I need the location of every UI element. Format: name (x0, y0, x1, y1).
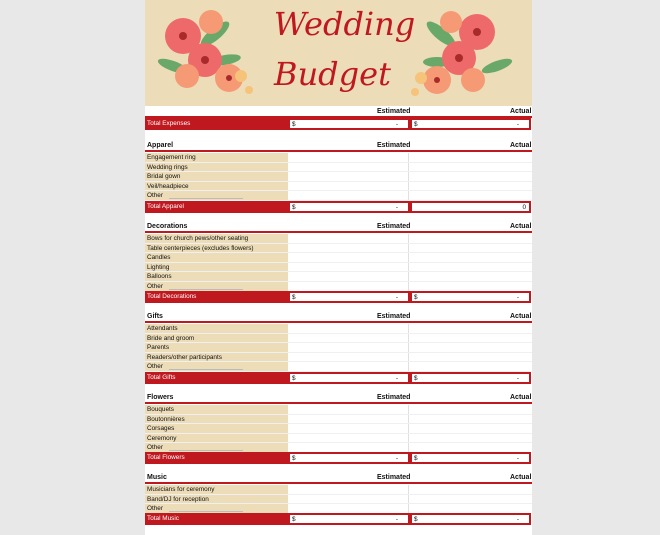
item-label (145, 182, 288, 191)
currency-symbol: $ (292, 204, 296, 211)
item-label-text: Veil/headpiece (147, 182, 189, 190)
item-label (145, 415, 288, 424)
total-expenses-row (145, 118, 532, 130)
table-row (145, 485, 532, 495)
amount-value: - (516, 375, 519, 382)
divider (145, 482, 532, 484)
item-label (145, 504, 288, 513)
actual-cell[interactable] (409, 282, 532, 291)
table-row (145, 272, 532, 282)
item-label-text: Ceremony (147, 434, 177, 442)
item-label (145, 191, 288, 200)
estimated-header: Estimated (377, 108, 411, 115)
estimated-cell[interactable] (288, 263, 409, 272)
actual-header: Actual (510, 313, 532, 320)
table-row (145, 324, 532, 334)
estimated-cell[interactable] (288, 172, 409, 181)
section-title: Gifts (147, 313, 163, 320)
estimated-header: Estimated (377, 223, 411, 230)
actual-cell[interactable] (409, 182, 532, 191)
estimated-cell[interactable] (288, 324, 409, 333)
section-total-estimated[interactable] (288, 201, 410, 213)
estimated-cell[interactable] (288, 191, 409, 200)
item-label (145, 153, 288, 162)
item-label (145, 485, 288, 494)
table-row (145, 234, 532, 244)
currency-symbol: $ (414, 121, 418, 128)
actual-header: Actual (510, 108, 532, 115)
estimated-cell[interactable] (288, 272, 409, 281)
item-label-text: Other (147, 505, 163, 513)
title-line-1: Wedding (273, 5, 416, 43)
currency-symbol: $ (414, 516, 418, 523)
table-row (145, 244, 532, 254)
actual-cell[interactable] (409, 405, 532, 414)
actual-header: Actual (510, 474, 532, 481)
item-list (145, 485, 532, 514)
section-total-row (145, 372, 532, 384)
actual-cell[interactable] (409, 324, 532, 333)
underline (169, 289, 243, 290)
item-label (145, 495, 288, 504)
amount-value: - (395, 121, 398, 128)
actual-cell[interactable] (409, 415, 532, 424)
total-expenses-estimated[interactable] (288, 118, 410, 130)
section-total-row (145, 291, 532, 303)
divider (145, 231, 532, 233)
currency-symbol: $ (292, 294, 296, 301)
section-title: Flowers (147, 394, 174, 401)
section-total-actual[interactable] (410, 201, 531, 213)
section-total-label: Total Decorations (145, 291, 288, 303)
item-list (145, 234, 532, 292)
estimated-header: Estimated (377, 474, 411, 481)
amount-value: - (516, 121, 519, 128)
estimated-cell[interactable] (288, 405, 409, 414)
item-label-text: Readers/other participants (147, 353, 222, 361)
table-row (145, 253, 532, 263)
table-row (145, 172, 532, 182)
table-row (145, 405, 532, 415)
table-row (145, 182, 532, 192)
item-label-text: Lighting (147, 263, 170, 271)
item-label-text: Bride and groom (147, 334, 195, 342)
currency-symbol: $ (414, 375, 418, 382)
section-total-row (145, 452, 532, 464)
item-label (145, 272, 288, 281)
estimated-cell[interactable] (288, 362, 409, 371)
amount-value: - (516, 455, 519, 462)
item-label (145, 434, 288, 443)
section-total-row (145, 201, 532, 213)
section-total-estimated[interactable] (288, 372, 410, 384)
section-total-label: Total Gifts (145, 372, 288, 384)
section-title: Apparel (147, 142, 174, 149)
item-label-text: Wedding rings (147, 163, 188, 171)
section-title: Music (147, 474, 167, 481)
actual-header: Actual (510, 223, 532, 230)
item-label-text: Band/DJ for reception (147, 495, 209, 503)
item-label-text: Bridal gown (147, 173, 181, 181)
table-row (145, 434, 532, 444)
amount-value: - (395, 204, 398, 211)
table-row (145, 415, 532, 425)
actual-header: Actual (510, 394, 532, 401)
section-total-estimated[interactable] (288, 291, 410, 303)
section-total-actual[interactable] (410, 452, 531, 464)
item-label (145, 424, 288, 433)
actual-cell[interactable] (409, 153, 532, 162)
actual-cell[interactable] (409, 263, 532, 272)
actual-cell[interactable] (409, 272, 532, 281)
item-label-text: Musicians for ceremony (147, 486, 215, 493)
item-list (145, 153, 532, 201)
item-label (145, 324, 288, 333)
estimated-cell[interactable] (288, 415, 409, 424)
estimated-cell[interactable] (288, 282, 409, 291)
actual-cell[interactable] (409, 191, 532, 200)
amount-value: - (516, 516, 519, 523)
section-total-estimated[interactable] (288, 452, 410, 464)
section-total-label: Total Apparel (145, 201, 288, 213)
item-label (145, 353, 288, 362)
underline (169, 369, 243, 370)
divider (145, 402, 532, 404)
item-label-text: Engagement ring (147, 154, 196, 161)
section-total-label: Total Flowers (145, 452, 288, 464)
currency-symbol: $ (292, 121, 296, 128)
table-row (145, 353, 532, 363)
table-row (145, 163, 532, 173)
currency-symbol: $ (292, 516, 296, 523)
item-label (145, 405, 288, 414)
table-row (145, 263, 532, 273)
divider (145, 150, 532, 152)
item-label-text: Other (147, 282, 163, 290)
amount-value: 0 (522, 204, 526, 211)
divider (145, 321, 532, 323)
estimated-cell[interactable] (288, 434, 409, 443)
amount-value: - (516, 294, 519, 301)
actual-cell[interactable] (409, 485, 532, 494)
underline (169, 198, 243, 199)
item-label-text: Other (147, 444, 163, 452)
actual-cell[interactable] (409, 334, 532, 343)
estimated-cell[interactable] (288, 424, 409, 433)
item-label (145, 334, 288, 343)
item-label-text: Table centerpieces (excludes flowers) (147, 244, 254, 252)
item-label (145, 244, 288, 253)
item-label (145, 253, 288, 262)
actual-cell[interactable] (409, 244, 532, 253)
item-label (145, 234, 288, 243)
item-list (145, 324, 532, 372)
estimated-cell[interactable] (288, 495, 409, 504)
actual-cell[interactable] (409, 234, 532, 243)
item-label (145, 163, 288, 172)
item-label-text: Bouquets (147, 406, 175, 413)
item-label (145, 362, 288, 371)
currency-symbol: $ (414, 294, 418, 301)
table-row (145, 334, 532, 344)
section-title: Decorations (147, 223, 188, 230)
section-total-actual[interactable] (410, 291, 531, 303)
estimated-cell[interactable] (288, 343, 409, 352)
section-total-estimated[interactable] (288, 513, 410, 525)
total-expenses-label: Total Expenses (145, 118, 288, 130)
estimated-cell[interactable] (288, 244, 409, 253)
table-row (145, 362, 532, 372)
item-label-text: Attendants (147, 325, 178, 332)
item-list (145, 405, 532, 453)
actual-cell[interactable] (409, 362, 532, 371)
item-label-text: Candles (147, 254, 171, 262)
currency-symbol: $ (292, 375, 296, 382)
actual-cell[interactable] (409, 424, 532, 433)
table-row (145, 424, 532, 434)
item-label (145, 172, 288, 181)
amount-value: - (395, 516, 398, 523)
item-label-text: Balloons (147, 273, 172, 281)
item-label-text: Boutonnières (147, 415, 185, 423)
currency-symbol: $ (414, 455, 418, 462)
estimated-header: Estimated (377, 313, 411, 320)
actual-cell[interactable] (409, 172, 532, 181)
actual-cell[interactable] (409, 495, 532, 504)
actual-cell[interactable] (409, 343, 532, 352)
item-label (145, 263, 288, 272)
actual-cell[interactable] (409, 504, 532, 513)
estimated-cell[interactable] (288, 353, 409, 362)
estimated-cell[interactable] (288, 182, 409, 191)
item-label-text: Other (147, 192, 163, 200)
item-label-text: Bows for church pews/other seating (147, 235, 249, 242)
estimated-header: Estimated (377, 142, 411, 149)
actual-cell[interactable] (409, 434, 532, 443)
item-label-text: Corsages (147, 425, 175, 433)
currency-symbol: $ (292, 455, 296, 462)
estimated-cell[interactable] (288, 485, 409, 494)
table-row (145, 343, 532, 353)
estimated-cell[interactable] (288, 253, 409, 262)
actual-cell[interactable] (409, 443, 532, 452)
estimated-header: Estimated (377, 394, 411, 401)
table-row (145, 495, 532, 505)
item-label (145, 282, 288, 291)
estimated-cell[interactable] (288, 153, 409, 162)
estimated-cell[interactable] (288, 163, 409, 172)
amount-value: - (395, 455, 398, 462)
actual-cell[interactable] (409, 353, 532, 362)
actual-cell[interactable] (409, 163, 532, 172)
table-row (145, 153, 532, 163)
table-row (145, 191, 532, 201)
section-total-actual[interactable] (410, 513, 531, 525)
total-expenses-actual[interactable] (410, 118, 531, 130)
actual-cell[interactable] (409, 253, 532, 262)
section-total-label: Total Music (145, 513, 288, 525)
actual-header: Actual (510, 142, 532, 149)
item-label-text: Other (147, 363, 163, 371)
item-label (145, 343, 288, 352)
estimated-cell[interactable] (288, 443, 409, 452)
amount-value: - (395, 294, 398, 301)
section-total-actual[interactable] (410, 372, 531, 384)
item-label-text: Parents (147, 344, 170, 352)
budget-sheet (145, 0, 532, 535)
title-banner (145, 0, 532, 106)
estimated-cell[interactable] (288, 504, 409, 513)
item-label (145, 443, 288, 452)
estimated-cell[interactable] (288, 234, 409, 243)
title-line-2: Budget (274, 55, 391, 93)
section-total-row (145, 513, 532, 525)
estimated-cell[interactable] (288, 334, 409, 343)
amount-value: - (395, 375, 398, 382)
